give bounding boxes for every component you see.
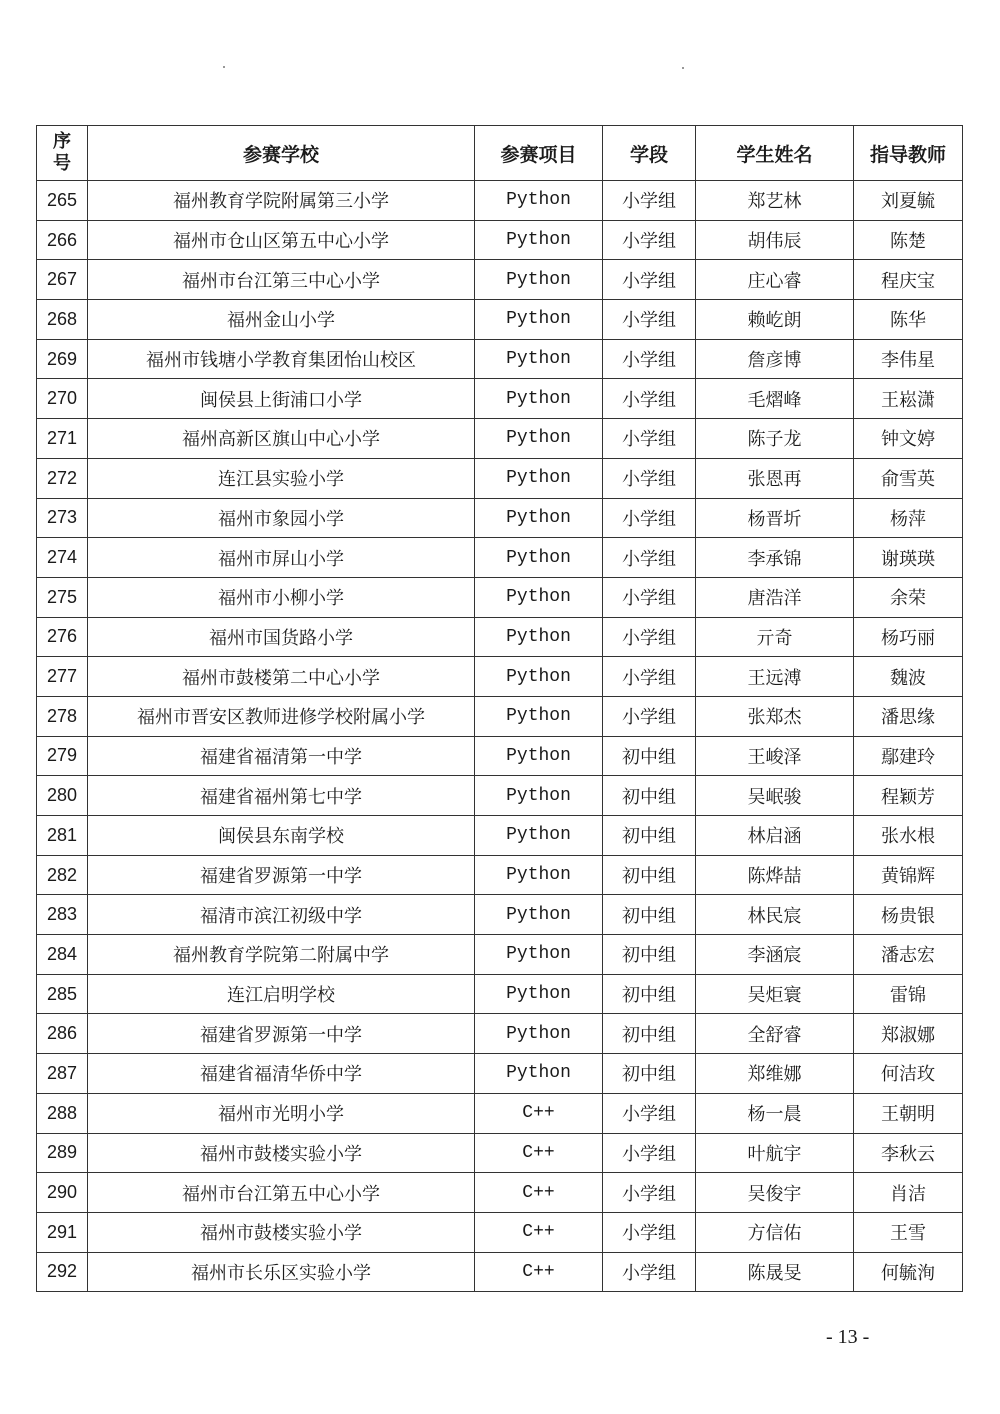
cell-student-name: 王峻泽 — [696, 736, 854, 776]
table-row — [37, 220, 963, 260]
cell-school: 福州市长乐区实验小学 — [88, 1252, 475, 1292]
table-row — [37, 855, 963, 895]
cell-teacher-name: 钟文婷 — [854, 419, 963, 459]
cell-school: 福州市钱塘小学教育集团怡山校区 — [88, 339, 475, 379]
cell-level: 小学组 — [603, 498, 696, 538]
cell-level: 小学组 — [603, 181, 696, 221]
cell-teacher-name: 程颖芳 — [854, 776, 963, 816]
cell-student-name: 陈烨喆 — [696, 855, 854, 895]
cell-level: 初中组 — [603, 1054, 696, 1094]
cell-project: C++ — [475, 1252, 603, 1292]
cell-student-name: 詹彦博 — [696, 339, 854, 379]
cell-level: 小学组 — [603, 339, 696, 379]
table-row — [37, 1093, 963, 1133]
cell-school: 福州高新区旗山中心小学 — [88, 419, 475, 459]
cell-school: 福州市象园小学 — [88, 498, 475, 538]
cell-level: 初中组 — [603, 935, 696, 975]
header-serial-line1: 序 — [53, 131, 71, 152]
cell-teacher-name: 潘思缘 — [854, 696, 963, 736]
cell-level: 小学组 — [603, 577, 696, 617]
header-student: 学生姓名 — [696, 126, 854, 181]
cell-project: Python — [475, 935, 603, 975]
cell-student-name: 张恩再 — [696, 458, 854, 498]
cell-teacher-name: 俞雪英 — [854, 458, 963, 498]
cell-level: 初中组 — [603, 1014, 696, 1054]
cell-serial-number: 282 — [37, 855, 88, 895]
cell-teacher-name: 杨巧丽 — [854, 617, 963, 657]
cell-project: C++ — [475, 1212, 603, 1252]
cell-student-name: 郑艺林 — [696, 181, 854, 221]
cell-serial-number: 275 — [37, 577, 88, 617]
cell-student-name: 吴炬寰 — [696, 974, 854, 1014]
cell-student-name: 唐浩洋 — [696, 577, 854, 617]
header-level: 学段 — [603, 126, 696, 181]
cell-serial-number: 278 — [37, 696, 88, 736]
cell-student-name: 吴岷骏 — [696, 776, 854, 816]
cell-student-name: 杨一晨 — [696, 1093, 854, 1133]
cell-level: 小学组 — [603, 1093, 696, 1133]
cell-level: 小学组 — [603, 1212, 696, 1252]
cell-school: 福州市晋安区教师进修学校附属小学 — [88, 696, 475, 736]
cell-school: 闽侯县上街浦口小学 — [88, 379, 475, 419]
cell-teacher-name: 雷锦 — [854, 974, 963, 1014]
cell-project: Python — [475, 577, 603, 617]
cell-level: 小学组 — [603, 220, 696, 260]
cell-teacher-name: 陈华 — [854, 300, 963, 340]
table-row — [37, 577, 963, 617]
cell-teacher-name: 刘夏毓 — [854, 181, 963, 221]
cell-level: 小学组 — [603, 260, 696, 300]
cell-serial-number: 290 — [37, 1173, 88, 1213]
cell-student-name: 陈子龙 — [696, 419, 854, 459]
table-row — [37, 498, 963, 538]
cell-level: 初中组 — [603, 974, 696, 1014]
cell-serial-number: 268 — [37, 300, 88, 340]
cell-teacher-name: 余荣 — [854, 577, 963, 617]
page-number: - 13 - — [826, 1326, 870, 1348]
cell-teacher-name: 魏波 — [854, 657, 963, 697]
cell-teacher-name: 张水根 — [854, 816, 963, 856]
table-row — [37, 1212, 963, 1252]
cell-teacher-name: 黄锦辉 — [854, 855, 963, 895]
table-body — [37, 181, 963, 1292]
cell-teacher-name: 潘志宏 — [854, 935, 963, 975]
table-row — [37, 776, 963, 816]
cell-school: 福州市小柳小学 — [88, 577, 475, 617]
cell-serial-number: 285 — [37, 974, 88, 1014]
table-row — [37, 617, 963, 657]
cell-student-name: 方信佑 — [696, 1212, 854, 1252]
cell-level: 初中组 — [603, 776, 696, 816]
cell-teacher-name: 陈楚 — [854, 220, 963, 260]
cell-level: 初中组 — [603, 855, 696, 895]
cell-school: 福州市鼓楼实验小学 — [88, 1212, 475, 1252]
table-row — [37, 538, 963, 578]
cell-level: 小学组 — [603, 458, 696, 498]
cell-teacher-name: 王朝明 — [854, 1093, 963, 1133]
cell-level: 初中组 — [603, 816, 696, 856]
cell-project: Python — [475, 736, 603, 776]
cell-project: Python — [475, 776, 603, 816]
cell-serial-number: 274 — [37, 538, 88, 578]
header-teacher: 指导教师 — [854, 126, 963, 181]
cell-school: 连江县实验小学 — [88, 458, 475, 498]
cell-student-name: 李承锦 — [696, 538, 854, 578]
header-project: 参赛项目 — [475, 126, 603, 181]
cell-school: 福州市仓山区第五中心小学 — [88, 220, 475, 260]
cell-teacher-name: 王雪 — [854, 1212, 963, 1252]
cell-student-name: 王远溥 — [696, 657, 854, 697]
cell-project: Python — [475, 895, 603, 935]
cell-teacher-name: 杨贵银 — [854, 895, 963, 935]
cell-school: 福州市鼓楼实验小学 — [88, 1133, 475, 1173]
cell-level: 小学组 — [603, 1133, 696, 1173]
cell-school: 连江启明学校 — [88, 974, 475, 1014]
cell-project: Python — [475, 1014, 603, 1054]
cell-project: Python — [475, 379, 603, 419]
cell-serial-number: 284 — [37, 935, 88, 975]
cell-level: 初中组 — [603, 736, 696, 776]
cell-student-name: 杨晋圻 — [696, 498, 854, 538]
cell-project: Python — [475, 696, 603, 736]
cell-serial-number: 283 — [37, 895, 88, 935]
cell-school: 福州金山小学 — [88, 300, 475, 340]
cell-serial-number: 266 — [37, 220, 88, 260]
cell-project: Python — [475, 260, 603, 300]
cell-level: 小学组 — [603, 300, 696, 340]
table-row — [37, 1054, 963, 1094]
table-row — [37, 696, 963, 736]
cell-student-name: 全舒睿 — [696, 1014, 854, 1054]
cell-student-name: 李涵宸 — [696, 935, 854, 975]
cell-level: 小学组 — [603, 379, 696, 419]
cell-school: 福州市国货路小学 — [88, 617, 475, 657]
cell-project: Python — [475, 458, 603, 498]
cell-school: 闽侯县东南学校 — [88, 816, 475, 856]
cell-project: Python — [475, 181, 603, 221]
cell-teacher-name: 李伟星 — [854, 339, 963, 379]
cell-project: Python — [475, 855, 603, 895]
table-row — [37, 419, 963, 459]
cell-project: Python — [475, 974, 603, 1014]
table-row — [37, 974, 963, 1014]
cell-student-name: 亓奇 — [696, 617, 854, 657]
header-serial-line2: 号 — [53, 153, 71, 174]
cell-school: 福州市台江第五中心小学 — [88, 1173, 475, 1213]
cell-student-name: 林启涵 — [696, 816, 854, 856]
cell-school: 福州市屏山小学 — [88, 538, 475, 578]
cell-project: Python — [475, 1054, 603, 1094]
cell-project: Python — [475, 300, 603, 340]
table-row — [37, 181, 963, 221]
cell-school: 福州市台江第三中心小学 — [88, 260, 475, 300]
table-row — [37, 300, 963, 340]
cell-school: 福建省福州第七中学 — [88, 776, 475, 816]
table-row — [37, 260, 963, 300]
cell-project: Python — [475, 498, 603, 538]
cell-student-name: 郑维娜 — [696, 1054, 854, 1094]
cell-serial-number: 289 — [37, 1133, 88, 1173]
cell-level: 小学组 — [603, 696, 696, 736]
table-row — [37, 895, 963, 935]
cell-level: 小学组 — [603, 538, 696, 578]
table-row — [37, 1252, 963, 1292]
cell-serial-number: 292 — [37, 1252, 88, 1292]
header-school: 参赛学校 — [88, 126, 475, 181]
cell-student-name: 叶航宇 — [696, 1133, 854, 1173]
cell-teacher-name: 谢瑛瑛 — [854, 538, 963, 578]
cell-serial-number: 265 — [37, 181, 88, 221]
cell-teacher-name: 肖洁 — [854, 1173, 963, 1213]
cell-student-name: 林民宸 — [696, 895, 854, 935]
cell-serial-number: 291 — [37, 1212, 88, 1252]
cell-teacher-name: 何毓洵 — [854, 1252, 963, 1292]
cell-student-name: 胡伟辰 — [696, 220, 854, 260]
cell-project: C++ — [475, 1093, 603, 1133]
cell-school: 福建省福清第一中学 — [88, 736, 475, 776]
cell-project: Python — [475, 816, 603, 856]
cell-student-name: 张郑杰 — [696, 696, 854, 736]
table-row — [37, 1014, 963, 1054]
cell-level: 初中组 — [603, 895, 696, 935]
cell-level: 小学组 — [603, 419, 696, 459]
table-row — [37, 1173, 963, 1213]
header-serial-number — [37, 126, 88, 181]
table-row — [37, 379, 963, 419]
table-row — [37, 1133, 963, 1173]
cell-serial-number: 279 — [37, 736, 88, 776]
cell-serial-number: 277 — [37, 657, 88, 697]
cell-teacher-name: 李秋云 — [854, 1133, 963, 1173]
cell-teacher-name: 郑淑娜 — [854, 1014, 963, 1054]
cell-serial-number: 271 — [37, 419, 88, 459]
cell-teacher-name: 杨萍 — [854, 498, 963, 538]
cell-project: C++ — [475, 1173, 603, 1213]
cell-student-name: 陈晟旻 — [696, 1252, 854, 1292]
table-row — [37, 935, 963, 975]
cell-serial-number: 273 — [37, 498, 88, 538]
cell-student-name: 庄心睿 — [696, 260, 854, 300]
cell-teacher-name: 王崧潇 — [854, 379, 963, 419]
scan-speck — [223, 66, 225, 68]
cell-serial-number: 280 — [37, 776, 88, 816]
cell-level: 小学组 — [603, 657, 696, 697]
award-roster-table — [36, 125, 963, 1292]
table-header-row — [37, 126, 963, 181]
cell-teacher-name: 程庆宝 — [854, 260, 963, 300]
cell-school: 福州市鼓楼第二中心小学 — [88, 657, 475, 697]
table-row — [37, 657, 963, 697]
cell-serial-number: 276 — [37, 617, 88, 657]
table-row — [37, 736, 963, 776]
scan-speck — [682, 67, 684, 69]
cell-school: 福州教育学院附属第三小学 — [88, 181, 475, 221]
cell-school: 福清市滨江初级中学 — [88, 895, 475, 935]
table-row — [37, 458, 963, 498]
cell-serial-number: 267 — [37, 260, 88, 300]
cell-student-name: 吴俊宇 — [696, 1173, 854, 1213]
cell-school: 福建省罗源第一中学 — [88, 1014, 475, 1054]
cell-school: 福建省罗源第一中学 — [88, 855, 475, 895]
cell-serial-number: 287 — [37, 1054, 88, 1094]
cell-project: C++ — [475, 1133, 603, 1173]
cell-level: 小学组 — [603, 1252, 696, 1292]
cell-school: 福州教育学院第二附属中学 — [88, 935, 475, 975]
cell-project: Python — [475, 538, 603, 578]
cell-serial-number: 269 — [37, 339, 88, 379]
cell-school: 福建省福清华侨中学 — [88, 1054, 475, 1094]
cell-serial-number: 281 — [37, 816, 88, 856]
cell-student-name: 赖屹朗 — [696, 300, 854, 340]
cell-school: 福州市光明小学 — [88, 1093, 475, 1133]
cell-project: Python — [475, 617, 603, 657]
cell-teacher-name: 何洁玫 — [854, 1054, 963, 1094]
cell-level: 小学组 — [603, 617, 696, 657]
cell-teacher-name: 鄢建玲 — [854, 736, 963, 776]
cell-project: Python — [475, 657, 603, 697]
cell-serial-number: 272 — [37, 458, 88, 498]
cell-level: 小学组 — [603, 1173, 696, 1213]
cell-project: Python — [475, 220, 603, 260]
table-row — [37, 816, 963, 856]
cell-project: Python — [475, 339, 603, 379]
cell-serial-number: 288 — [37, 1093, 88, 1133]
cell-student-name: 毛熠峰 — [696, 379, 854, 419]
table-row — [37, 339, 963, 379]
cell-project: Python — [475, 419, 603, 459]
cell-serial-number: 270 — [37, 379, 88, 419]
cell-serial-number: 286 — [37, 1014, 88, 1054]
